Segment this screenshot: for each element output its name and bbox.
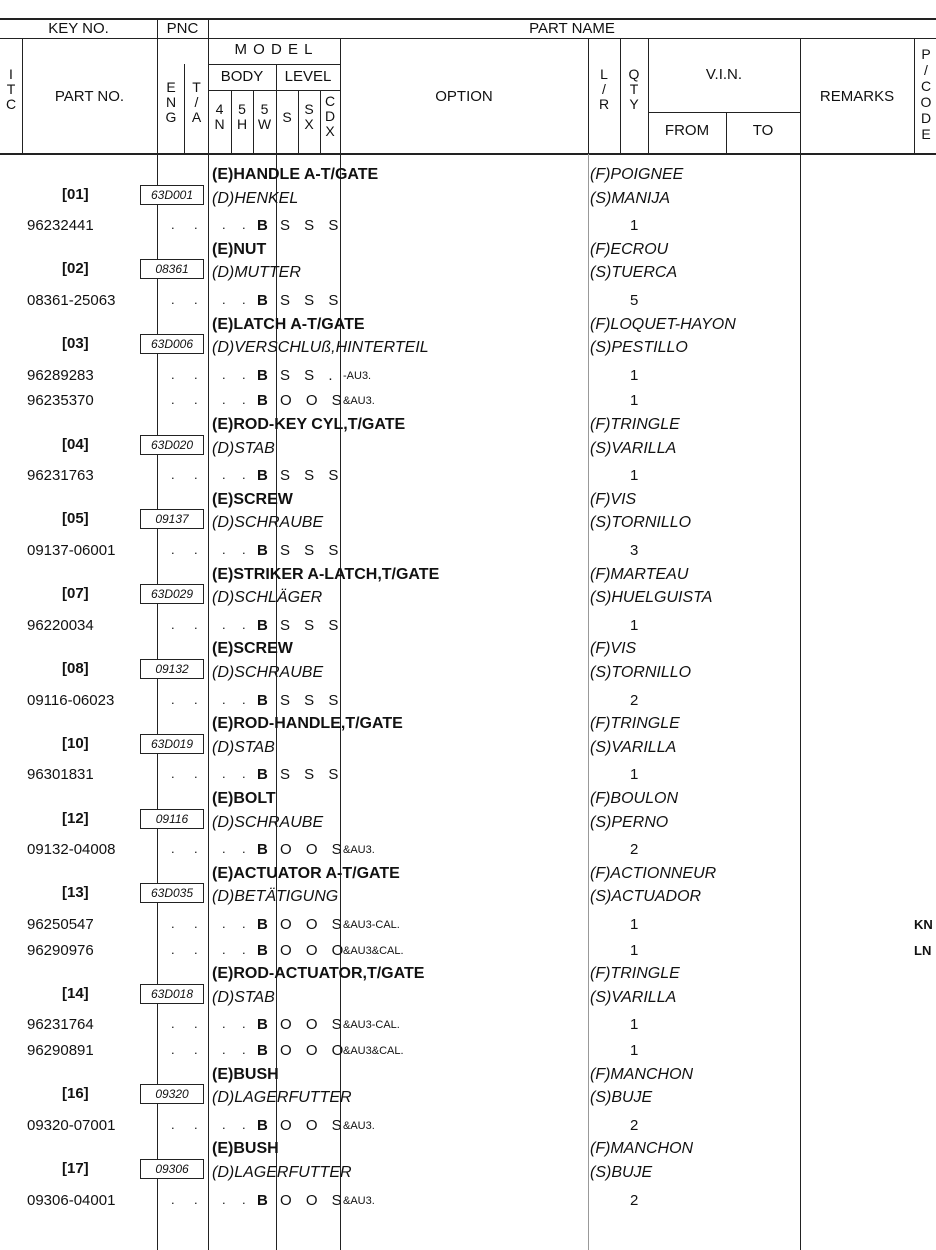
part-name-es: (S)PERNO (590, 813, 669, 831)
body-5h-dot: . (242, 1116, 246, 1132)
option-header: OPTION (435, 88, 493, 105)
vin-rule (648, 112, 800, 113)
part-name-en: (E)LATCH A-T/GATE (212, 315, 365, 333)
part-name-de: (D)STAB (212, 439, 275, 457)
body-5h-dot: . (242, 1016, 246, 1032)
part-name-fr: (F)TRINGLE (590, 416, 680, 433)
body-4n-dot: . (222, 1042, 226, 1057)
option-code: &AU3-CAL. (343, 1019, 400, 1032)
lr-letter: / (602, 81, 606, 97)
model-rule (208, 64, 340, 65)
ta-dot: . (194, 841, 198, 857)
body-col-2 (231, 102, 253, 132)
quantity: 1 (630, 392, 639, 410)
part-name-es: (S)TORNILLO (590, 664, 692, 681)
eng-letter: E (166, 79, 176, 95)
remarks-header: REMARKS (819, 88, 895, 105)
qty-header (620, 67, 648, 112)
part-name-fr: (F)MARTEAU (590, 565, 689, 583)
pnc-box: 63D001 (140, 185, 204, 205)
pnc-box: 09306 (140, 1159, 204, 1179)
body-letter: 5 (260, 101, 269, 117)
pnc-box: 63D035 (140, 883, 204, 903)
eng-letter: N (165, 94, 177, 110)
quantity: 1 (630, 916, 639, 933)
part-number: 08361-25063 (27, 292, 116, 309)
part-name-de: (D)HENKEL (212, 189, 299, 207)
level-values: O O O (280, 1042, 349, 1059)
ta-dot: . (194, 1042, 198, 1057)
level-values: O O S (280, 916, 347, 933)
key-no: [03] (62, 335, 89, 353)
part-name-en: (E)STRIKER A-LATCH,T/GATE (212, 565, 440, 583)
quantity: 1 (630, 366, 639, 384)
body-4n-dot: . (222, 1016, 226, 1032)
part-name-es: (S)PESTILLO (590, 339, 688, 357)
body-5w-value: B (257, 916, 268, 933)
itc-letter: I (9, 66, 13, 82)
part-number: 96301831 (27, 766, 94, 784)
body-4n-dot: . (222, 1191, 226, 1207)
body-4n-dot: . (222, 766, 226, 782)
part-name-en: (E)BUSH (212, 1065, 279, 1083)
ta-letter: / (194, 94, 199, 110)
pnc-header: PNC (166, 20, 199, 37)
part-name-de: (D)LAGERFUTTER (212, 1089, 352, 1107)
body-5w-value: B (257, 1116, 268, 1134)
ta-dot: . (194, 766, 198, 782)
part-name-fr: (F)TRINGLE (590, 965, 680, 983)
itc-letter: T (6, 81, 16, 97)
pcode-value: KN (914, 917, 933, 932)
body-4n-dot: . (222, 392, 226, 408)
eng-dot: . (171, 1191, 175, 1207)
body-5w-value: B (257, 941, 268, 959)
part-number: 09306-04001 (27, 1191, 116, 1209)
body-5h-dot: . (242, 366, 246, 382)
vin-from-header: FROM (664, 122, 710, 139)
vin-to-header: TO (752, 122, 774, 139)
pnc-box: 63D029 (140, 584, 204, 604)
part-name-fr: (F)ACTIONNEUR (590, 864, 717, 882)
level-values: S S S (280, 616, 344, 634)
ta-dot: . (194, 916, 198, 931)
quantity: 2 (630, 691, 639, 709)
part-name-de: (D)BETÄTIGUNG (212, 888, 339, 906)
level-values: O O S (280, 1016, 347, 1034)
body-5w-value: B (257, 467, 268, 485)
part-name-en: (E)BUSH (212, 1140, 279, 1158)
eng-dot: . (171, 841, 175, 857)
option-code: &AU3. (343, 844, 375, 857)
ta-dot: . (194, 467, 198, 483)
body-4n-dot: . (222, 542, 226, 557)
quantity: 2 (630, 1191, 639, 1209)
pcode-divider (914, 38, 915, 154)
part-number: 96232441 (27, 217, 94, 235)
pnc-box: 09116 (140, 809, 204, 829)
level-values: S S S (280, 542, 344, 559)
quantity: 1 (630, 616, 639, 634)
body-4n-dot: . (222, 467, 226, 483)
model-divider (208, 18, 209, 1250)
body-header: BODY (220, 68, 264, 85)
pcode-letter: E (921, 126, 931, 142)
part-name-fr: (F)VIS (590, 490, 637, 508)
part-name-en: (E)ROD-KEY CYL,T/GATE (212, 416, 406, 433)
lr-letter: R (598, 96, 610, 112)
key-no: [13] (62, 884, 89, 902)
part-name-es: (S)TORNILLO (590, 514, 692, 532)
body-5h-dot: . (242, 766, 246, 782)
part-name-de: (D)LAGERFUTTER (212, 1164, 352, 1181)
ta-dot: . (194, 1116, 198, 1132)
part-name-de: (D)MUTTER (212, 264, 301, 282)
body-5w-value: B (257, 542, 268, 559)
part-name-de: (D)SCHRAUBE (212, 514, 324, 532)
eng-dot: . (171, 292, 175, 307)
part-name-en: (E)SCREW (212, 490, 293, 508)
body-4n-dot: . (222, 941, 226, 957)
part-name-fr: (F)ECROU (590, 240, 669, 258)
body-5h-dot: . (242, 616, 246, 632)
ta-dot: . (194, 366, 198, 382)
key-no: [16] (62, 1085, 89, 1103)
quantity: 1 (630, 217, 639, 235)
part-name-fr: (F)VIS (590, 640, 637, 658)
header-rule-1 (0, 38, 936, 39)
key-no: [10] (62, 734, 89, 752)
pnc-box: 08361 (140, 259, 204, 279)
quantity: 3 (630, 542, 639, 559)
option-code: -AU3. (343, 369, 372, 382)
pnc-box: 63D020 (140, 435, 204, 455)
remarks-divider (800, 38, 801, 1250)
body-5h-dot: . (242, 542, 246, 557)
qty-letter: T (629, 81, 639, 97)
part-name-en: (E)ROD-ACTUATOR,T/GATE (212, 965, 425, 983)
body-5h-dot: . (242, 292, 246, 307)
body-5h-dot: . (242, 1191, 246, 1207)
body-letter: H (236, 116, 248, 132)
lr-body-divider (588, 154, 589, 1250)
part-name-en: (E)SCREW (212, 640, 293, 658)
key-no: [04] (62, 435, 89, 453)
quantity: 2 (630, 1116, 639, 1134)
part-name-fr: (F)BOULON (590, 790, 678, 807)
level-col-3 (320, 94, 340, 139)
body-5h-dot: . (242, 467, 246, 483)
level-letter: X (304, 116, 314, 132)
pnc-box: 63D019 (140, 734, 204, 754)
body-col-3 (253, 102, 276, 132)
ta-dot: . (194, 941, 198, 957)
part-name-es: (S)VARILLA (590, 988, 677, 1006)
body-5h-dot: . (242, 941, 246, 957)
part-name-de: (D)SCHLÄGER (212, 589, 323, 607)
body-5h-dot: . (242, 841, 246, 857)
qty-letter: Q (628, 66, 640, 82)
body-4n-dot: . (222, 1116, 226, 1132)
header-bottom-rule (0, 153, 936, 155)
body-letter: W (257, 116, 272, 132)
body-4n-dot: . (222, 841, 226, 857)
part-no-header: PART NO. (54, 88, 125, 105)
eng-dot: . (171, 392, 175, 408)
key-no-header: KEY NO. (48, 20, 109, 37)
pnc-box: 63D018 (140, 984, 204, 1004)
body-5w-value: B (257, 1042, 268, 1059)
pnc-box: 09137 (140, 509, 204, 529)
part-number: 09320-07001 (27, 1116, 116, 1134)
ta-dot: . (194, 542, 198, 557)
eng-dot: . (171, 616, 175, 632)
eng-dot: . (171, 1116, 175, 1132)
part-number: 96290891 (27, 1042, 94, 1059)
level-letter: D (324, 108, 336, 124)
key-no: [07] (62, 585, 89, 603)
part-name-en: (E)BOLT (212, 790, 276, 807)
level-values: S S S (280, 292, 344, 309)
part-name-en: (E)ROD-HANDLE,T/GATE (212, 715, 403, 733)
ta-letter: A (191, 109, 202, 125)
level-letter: S (282, 109, 292, 125)
body-5w-value: B (257, 766, 268, 784)
ta-dot: . (194, 217, 198, 233)
pnc-box: 09132 (140, 659, 204, 679)
part-number: 96231763 (27, 467, 94, 485)
part-name-fr: (F)MANCHON (590, 1140, 694, 1158)
quantity: 5 (630, 292, 639, 309)
level-values: S S S (280, 467, 344, 485)
part-number: 96220034 (27, 616, 94, 634)
quantity: 1 (630, 1042, 639, 1059)
part-name-es: (S)ACTUADOR (590, 888, 702, 906)
ta-dot: . (194, 616, 198, 632)
part-number: 96290976 (27, 941, 94, 959)
body-5w-value: B (257, 366, 268, 384)
pnc-box: 63D006 (140, 334, 204, 354)
part-name-de: (D)SCHRAUBE (212, 813, 324, 831)
part-number: 96235370 (27, 392, 94, 410)
part-name-es: (S)BUJE (590, 1164, 653, 1181)
body-4n-dot: . (222, 217, 226, 233)
pcode-letter: O (920, 94, 932, 110)
quantity: 1 (630, 467, 639, 485)
eng-dot: . (171, 467, 175, 483)
lr-letter: L (600, 66, 608, 82)
key-no: [08] (62, 660, 89, 677)
body-5h-dot: . (242, 392, 246, 408)
level-values: O O S (280, 1116, 347, 1134)
pcode-letter: P (921, 46, 931, 62)
option-code: &AU3. (343, 1194, 375, 1207)
itc-header (0, 67, 22, 112)
part-name-es: (S)VARILLA (590, 738, 677, 756)
body-letter: 5 (238, 101, 246, 117)
key-no: [12] (62, 809, 89, 827)
eng-dot: . (171, 691, 175, 707)
model-header: M O D E L (234, 41, 314, 58)
eng-dot: . (171, 766, 175, 782)
eng-dot: . (171, 941, 175, 957)
level-values: O O O (280, 941, 349, 959)
part-name-fr: (F)MANCHON (590, 1065, 694, 1083)
body-5w-value: B (257, 1191, 268, 1209)
key-no: [01] (62, 185, 89, 203)
body-col-1 (208, 102, 231, 132)
level-values: O O S (280, 841, 347, 859)
pcode-letter: C (920, 78, 932, 94)
level-letter: X (325, 123, 335, 139)
level-letter: S (304, 101, 314, 117)
pcode-value: LN (914, 942, 932, 958)
body-5h-dot: . (242, 217, 246, 233)
part-name-es: (S)MANIJA (590, 189, 670, 207)
body-5w-value: B (257, 292, 268, 309)
part-name-en: (E)NUT (212, 240, 267, 258)
level-values: S S S (280, 691, 344, 709)
level-values: O O S (280, 392, 347, 410)
eng-dot: . (171, 217, 175, 233)
part-name-fr: (F)POIGNEE (590, 166, 684, 183)
eng-dot: . (171, 366, 175, 382)
key-no: [17] (62, 1160, 89, 1177)
part-number: 96231764 (27, 1016, 94, 1034)
ta-letter: T (192, 79, 201, 95)
ta-dot: . (194, 392, 198, 408)
part-name-es: (S)VARILLA (590, 439, 677, 457)
quantity: 1 (630, 766, 639, 784)
part-name-en: (E)HANDLE A-T/GATE (212, 166, 379, 183)
pcode-letter: D (920, 110, 932, 126)
part-number: 09132-04008 (27, 841, 116, 859)
level-values: S S S (280, 766, 344, 784)
lr-header (588, 67, 620, 112)
level-values: S S . (280, 366, 338, 384)
body-5h-dot: . (242, 1042, 246, 1057)
option-code: &AU3. (343, 395, 375, 408)
key-no: [05] (62, 510, 89, 528)
quantity: 1 (630, 1016, 639, 1034)
quantity: 2 (630, 841, 639, 859)
eng-dot: . (171, 1016, 175, 1032)
key-no: [02] (62, 260, 89, 278)
eng-letter: G (165, 109, 177, 125)
ta-header (185, 80, 208, 125)
part-name-fr: (F)TRINGLE (590, 715, 680, 733)
part-name-header: PART NAME (529, 20, 615, 37)
part-number: 96289283 (27, 366, 94, 384)
eng-dot: . (171, 1042, 175, 1057)
part-number: 09137-06001 (27, 542, 116, 559)
part-name-de: (D)STAB (212, 988, 275, 1006)
body-4n-dot: . (222, 916, 226, 931)
level-values: O O S (280, 1191, 347, 1209)
qty-letter: Y (629, 96, 639, 112)
body-4n-dot: . (222, 366, 226, 382)
body-5h-dot: . (242, 916, 246, 931)
part-number: 96250547 (27, 916, 94, 933)
body-4n-dot: . (222, 616, 226, 632)
body-5w-value: B (257, 392, 268, 410)
part-name-de: (D)VERSCHLUß,HINTERTEIL (212, 339, 429, 357)
part-name-de: (D)STAB (212, 738, 275, 756)
option-code: &AU3&CAL. (343, 1045, 404, 1057)
body-letter: N (214, 116, 225, 132)
vin-header: V.I.N. (705, 66, 743, 83)
body-4n-dot: . (222, 691, 226, 707)
ta-dot: . (194, 691, 198, 707)
level-header: LEVEL (284, 68, 332, 85)
body-5w-value: B (257, 691, 268, 709)
level-col-2 (298, 102, 320, 132)
eng-dot: . (171, 916, 175, 931)
part-number: 09116-06023 (27, 691, 115, 709)
level-values: S S S (280, 217, 344, 235)
level-col-1 (276, 110, 298, 125)
itc-letter: C (5, 96, 17, 112)
pcode-header (916, 46, 936, 142)
pcode-letter: / (924, 62, 928, 78)
body-4n-dot: . (222, 292, 226, 307)
part-name-en: (E)ACTUATOR A-T/GATE (212, 864, 400, 882)
part-name-fr: (F)LOQUET-HAYON (590, 315, 736, 333)
level-letter: C (324, 93, 336, 109)
eng-header (158, 80, 184, 125)
ta-dot: . (194, 292, 198, 307)
eng-dot: . (171, 542, 175, 557)
key-no: [14] (62, 984, 89, 1002)
ta-dot: . (194, 1016, 198, 1032)
ta-dot: . (194, 1191, 198, 1207)
option-code: &AU3. (343, 1119, 375, 1132)
part-name-de: (D)SCHRAUBE (212, 664, 324, 681)
part-name-es: (S)BUJE (590, 1089, 653, 1107)
part-name-es: (S)HUELGUISTA (590, 589, 713, 607)
body-letter: 4 (215, 101, 224, 117)
option-code: &AU3&CAL. (343, 944, 404, 957)
body-5w-value: B (257, 217, 268, 235)
quantity: 1 (630, 941, 639, 959)
body-5h-dot: . (242, 691, 246, 707)
option-code: &AU3-CAL. (343, 919, 400, 931)
body-5w-value: B (257, 1016, 268, 1034)
body-5w-value: B (257, 616, 268, 634)
body-5w-value: B (257, 841, 268, 859)
pnc-box: 09320 (140, 1084, 204, 1104)
part-name-es: (S)TUERCA (590, 264, 678, 282)
